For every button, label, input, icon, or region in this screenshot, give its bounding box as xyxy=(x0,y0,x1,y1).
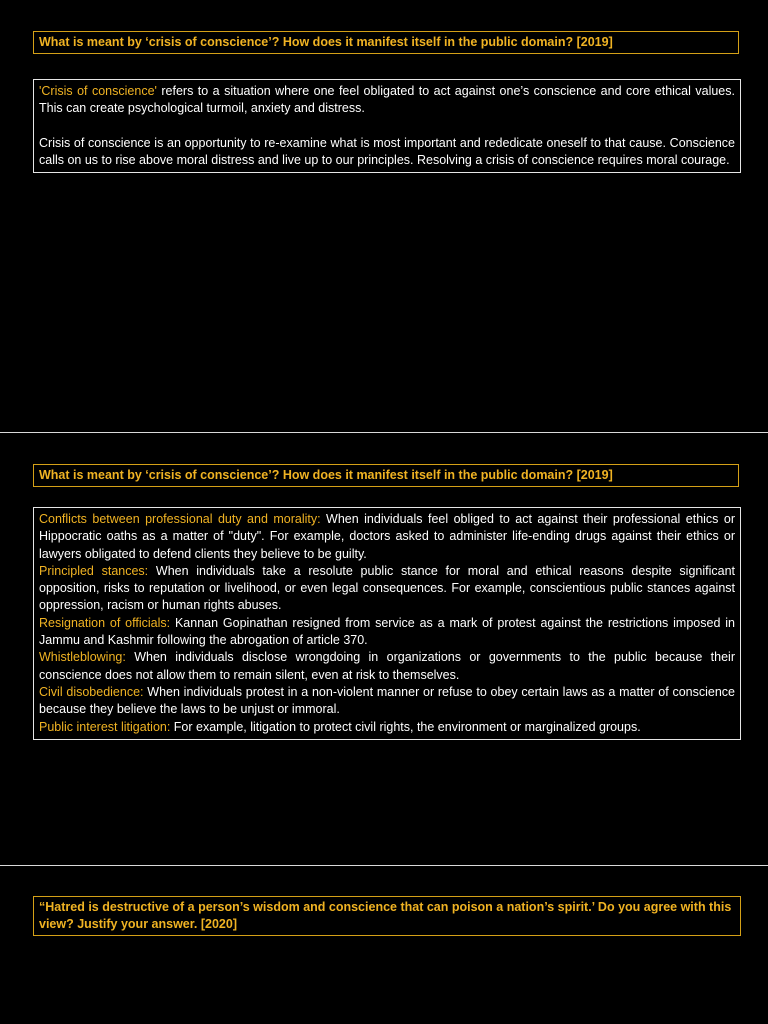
point-item xyxy=(39,719,735,736)
question-text: What is meant by ‘crisis of conscience’? How does it manifest itself in the public domain? [2019] xyxy=(39,35,613,49)
point-term: Resignation of officials: xyxy=(39,615,171,630)
point-text: When individuals take a resolute public stance for moral and ethical reasons despite significant opposition, risks to reputation or livelihood, or even legal consequences. For example, conscientious public stances against oppression, racism or human rights abuses. xyxy=(39,563,736,613)
slide-3 xyxy=(0,866,768,1024)
point-item xyxy=(39,684,735,719)
question-text: “Hatred is destructive of a person’s wisdom and conscience that can poison a nation’s spirit.’ Do you agree with this view? Justify your answer. [2020] xyxy=(39,900,732,931)
highlight-term: 'Crisis of conscience' xyxy=(39,84,157,98)
point-text: Kannan Gopinathan resigned from service as a mark of protest against the restrictions imposed in Jammu and Kashmir following the abrogation of article 370. xyxy=(39,615,735,648)
point-term: Principled stances: xyxy=(39,563,149,578)
answer-box xyxy=(33,507,741,740)
answer-box xyxy=(33,79,741,173)
definition-paragraph xyxy=(39,83,735,118)
point-text: When individuals disclose wrongdoing in organizations or governments to the public because their conscience does not allow them to remain silent, even at risk to themselves. xyxy=(39,650,735,682)
point-text: For example, litigation to protect civil rights, the environment or marginalized groups. xyxy=(170,719,641,734)
question-box xyxy=(33,464,739,487)
point-item xyxy=(39,649,735,684)
point-term: Public interest litigation: xyxy=(39,719,171,734)
question-box xyxy=(33,31,739,54)
point-text: When individuals feel obliged to act against their professional ethics or Hippocratic oaths as a matter of "duty". For example, doctors asked to administer life-ending drugs against their ethics or lawyers obligated to defend clients they believe to be guilty. xyxy=(39,512,735,561)
point-term: Whistleblowing: xyxy=(39,650,126,665)
question-text: What is meant by ‘crisis of conscience’? How does it manifest itself in the public domain? [2019] xyxy=(39,468,613,482)
point-item xyxy=(39,563,735,615)
point-item xyxy=(39,511,735,563)
paragraph-text: refers to a situation where one feel obligated to act against one’s conscience and core ethical values. This can create psychological turmoil, anxiety and distress. xyxy=(39,84,735,116)
point-term: Civil disobedience: xyxy=(39,684,144,699)
explanation-paragraph: Crisis of conscience is an opportunity to re-examine what is most important and rededicate oneself to that cause. Conscience calls on us to rise above moral distress and live up to our principles. Resolving a crisis of conscience requires moral courage. xyxy=(39,135,735,167)
point-item xyxy=(39,615,735,650)
slide-2 xyxy=(0,433,768,865)
question-box xyxy=(33,896,741,936)
point-term: Conflicts between professional duty and morality: xyxy=(39,512,321,526)
point-text: When individuals protest in a non-violent manner or refuse to obey certain laws as a matter of conscience because they believe the laws to be unjust or immoral. xyxy=(39,684,735,717)
slide-1 xyxy=(0,0,768,432)
